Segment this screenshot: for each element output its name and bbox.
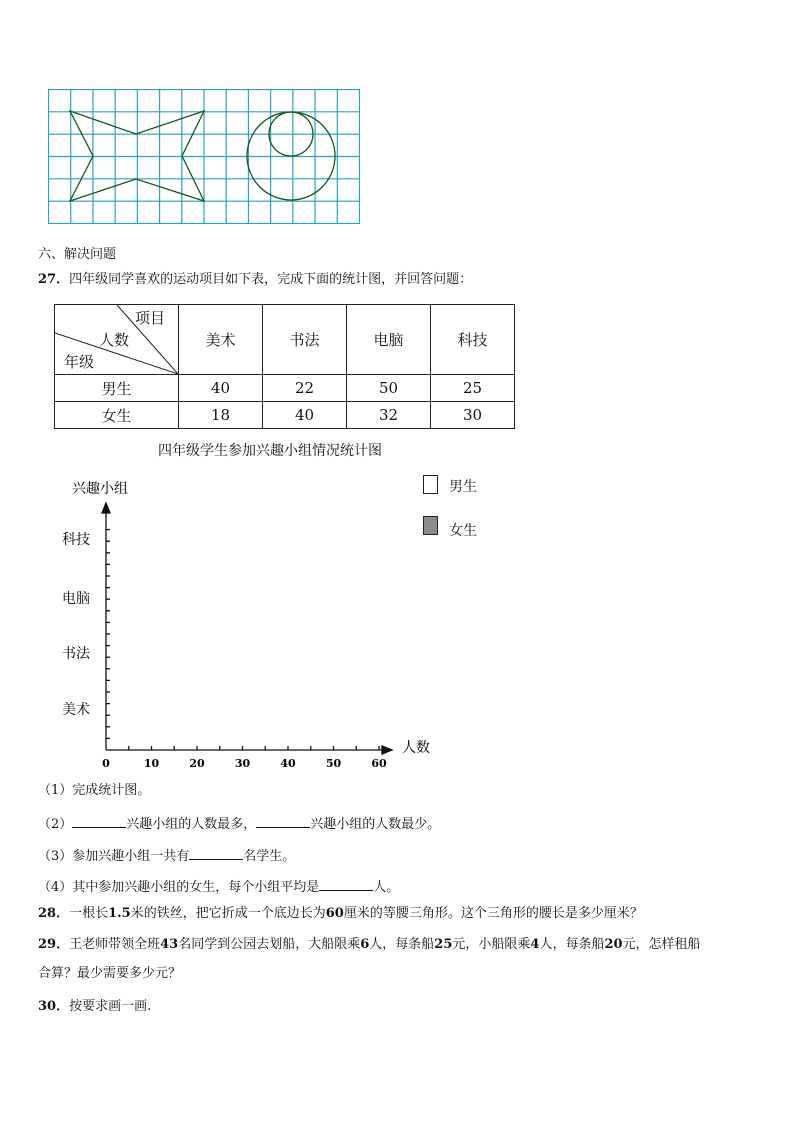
corner-label-item: 项目 [135,309,166,327]
subquestion-2-mid: 兴趣小组的人数最多， [126,817,257,832]
table-column-header: 美术 [179,305,263,375]
legend-label-boys: 男生 [449,479,477,495]
subquestion-1: （1）完成统计图。 [38,783,151,798]
interest-table [54,304,515,429]
question-text: 厘米的等腰三角形。这个三角形的腰长是多少厘米？ [343,906,643,921]
question-27 [38,272,472,288]
row-label: 男生 [55,375,179,402]
grid-figure [48,89,360,224]
question-number-value: 1.5 [108,906,131,921]
table-cell: 30 [431,402,515,429]
question-number-value: 4 [530,937,540,952]
x-axis-arrow [382,746,392,754]
x-tick-label: 50 [325,757,342,770]
question-text: 元，小船限乘 [452,937,531,952]
question-29 [38,937,701,953]
category-label: 电脑 [62,591,90,607]
question-30 [38,999,151,1015]
grid-lines [48,89,360,224]
table-row [55,375,515,402]
category-label: 美术 [62,702,90,718]
table-column-header: 电脑 [347,305,431,375]
question-number-value: 20 [604,937,623,952]
question-text: 四年级同学喜欢的运动项目如下表，完成下面的统计图，并回答问题： [69,272,473,287]
x-tick-label: 60 [371,757,387,770]
subquestion-2 [38,814,440,833]
legend-label-girls: 女生 [449,523,477,539]
subquestion-3-end: 名学生。 [243,849,296,864]
subquestion-2-end: 兴趣小组的人数最少。 [310,817,441,832]
question-number-value: 25 [434,937,453,952]
x-tick-label: 0 [102,757,110,770]
question-text: 人，每条船 [369,937,435,952]
row-label: 女生 [55,402,179,429]
question-number-value: 60 [325,906,344,921]
corner-label-grade: 年级 [64,353,95,371]
answer-blank[interactable] [319,877,373,891]
answer-blank[interactable] [189,846,243,860]
category-label: 科技 [62,532,90,548]
question-number-value: 43 [160,937,179,952]
table-cell: 25 [431,375,515,402]
x-axis-title: 人数 [402,740,430,756]
subquestion-4-prefix: （4）其中参加兴趣小组的女生，每个小组平均是 [38,880,320,895]
table-header-row [55,305,515,375]
table-column-header: 科技 [431,305,515,375]
question-28 [38,906,643,922]
question-number: 29． [38,937,70,952]
question-text: 按要求画一画. [69,999,152,1014]
question-text: 一根长 [69,906,109,921]
y-axis-arrow [102,503,110,513]
subquestion-2-prefix: （2） [38,817,73,832]
table-column-header: 书法 [263,305,347,375]
x-tick-label: 10 [143,757,160,770]
question-text: 米的铁丝，把它折成一个底边长为 [130,906,326,921]
subquestion-3 [38,846,295,865]
y-axis-title: 兴趣小组 [72,481,128,497]
question-29-line2: 合算？最少需要多少元？ [38,966,182,981]
x-tick-label: 40 [280,757,296,770]
question-text: 王老师带领全班 [69,937,161,952]
table-cell: 40 [179,375,263,402]
table-cell: 18 [179,402,263,429]
table-cell: 40 [263,402,347,429]
table-cell: 22 [263,375,347,402]
subquestion-4-end: 人。 [373,880,400,895]
chart-title: 四年级学生参加兴趣小组情况统计图 [158,443,382,459]
question-text: 名同学到公园去划船，大船限乘 [178,937,361,952]
question-text: 元，怎样租船 [622,937,701,952]
answer-blank[interactable] [72,814,126,828]
table-corner-cell [55,305,179,375]
category-label: 书法 [62,646,90,662]
subquestion-3-prefix: （3）参加兴趣小组一共有 [38,849,190,864]
question-text: 人，每条船 [539,937,605,952]
answer-blank[interactable] [256,814,310,828]
question-number-value: 6 [360,937,370,952]
table-cell: 50 [347,375,431,402]
x-tick-label: 30 [234,757,251,770]
table-cell: 32 [347,402,431,429]
table-row [55,402,515,429]
subquestion-4 [38,877,399,896]
question-number: 27． [38,272,70,287]
corner-label-people: 人数 [99,331,130,349]
question-number: 28． [38,906,70,921]
x-tick-label: 20 [189,757,205,770]
section-title: 六、解决问题 [38,247,117,262]
bar-chart [40,470,450,780]
question-number: 30． [38,999,70,1014]
